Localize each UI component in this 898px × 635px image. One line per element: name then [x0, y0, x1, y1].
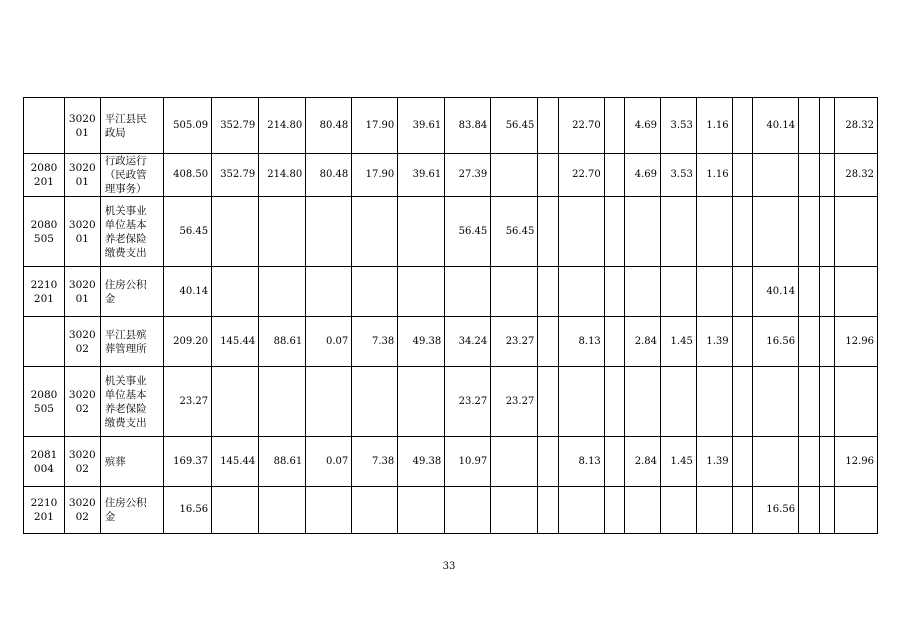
amount-cell: 7.38 [352, 317, 398, 367]
amount-cell [732, 98, 752, 154]
amount-cell: 7.38 [352, 437, 398, 487]
amount-cell [558, 487, 604, 534]
amount-cell: 145.44 [212, 437, 259, 487]
amount-cell [661, 197, 697, 267]
amount-cell [445, 487, 491, 534]
unit-code-cell: 3020 02 [64, 317, 100, 367]
unit-code-cell: 3020 01 [64, 98, 100, 154]
table-row [24, 154, 878, 197]
unit-code-cell: 3020 02 [64, 367, 100, 437]
amount-cell [732, 317, 752, 367]
amount-cell: 17.90 [352, 154, 398, 197]
amount-cell [819, 367, 834, 437]
amount-cell [558, 197, 604, 267]
amount-cell [661, 487, 697, 534]
amount-cell [491, 437, 538, 487]
amount-cell [604, 317, 624, 367]
amount-cell [538, 367, 558, 437]
amount-cell [212, 367, 259, 437]
amount-cell [834, 487, 877, 534]
amount-cell [696, 267, 732, 317]
amount-cell: 23.27 [491, 317, 538, 367]
table-row [24, 197, 878, 267]
amount-cell [352, 267, 398, 317]
amount-cell [834, 197, 877, 267]
amount-cell: 16.56 [164, 487, 212, 534]
amount-cell [212, 197, 259, 267]
amount-cell [491, 154, 538, 197]
amount-cell [799, 154, 819, 197]
function-code-cell: 2081 004 [24, 437, 65, 487]
amount-cell [819, 267, 834, 317]
amount-cell: 39.61 [398, 154, 445, 197]
item-name-cell: 住房公积 金 [100, 487, 163, 534]
amount-cell [306, 197, 352, 267]
function-code-cell: 2210 201 [24, 487, 65, 534]
function-code-cell: 2080 201 [24, 154, 65, 197]
amount-cell [558, 267, 604, 317]
item-name-cell: 行政运行 （民政管 理事务） [100, 154, 163, 197]
amount-cell [352, 367, 398, 437]
table-row [24, 487, 878, 534]
item-name-cell: 平江县民 政局 [100, 98, 163, 154]
amount-cell [538, 197, 558, 267]
amount-cell: 2.84 [625, 437, 661, 487]
amount-cell [398, 197, 445, 267]
amount-cell: 40.14 [164, 267, 212, 317]
amount-cell [732, 437, 752, 487]
amount-cell: 408.50 [164, 154, 212, 197]
amount-cell: 4.69 [625, 98, 661, 154]
amount-cell: 39.61 [398, 98, 445, 154]
amount-cell: 40.14 [753, 267, 799, 317]
function-code-cell [24, 98, 65, 154]
amount-cell: 3.53 [661, 98, 697, 154]
amount-cell [819, 154, 834, 197]
amount-cell: 80.48 [306, 154, 352, 197]
unit-code-cell: 3020 01 [64, 197, 100, 267]
amount-cell: 169.37 [164, 437, 212, 487]
amount-cell [625, 367, 661, 437]
item-name-cell: 机关事业 单位基本 养老保险 缴费支出 [100, 367, 163, 437]
amount-cell [753, 197, 799, 267]
amount-cell [696, 487, 732, 534]
amount-cell [604, 267, 624, 317]
function-code-cell: 2080 505 [24, 197, 65, 267]
amount-cell [625, 267, 661, 317]
amount-cell [834, 267, 877, 317]
page-number: 33 [442, 561, 456, 572]
unit-code-cell: 3020 01 [64, 267, 100, 317]
amount-cell: 352.79 [212, 98, 259, 154]
amount-cell: 1.45 [661, 317, 697, 367]
amount-cell: 209.20 [164, 317, 212, 367]
function-code-cell: 2210 201 [24, 267, 65, 317]
amount-cell: 28.32 [834, 154, 877, 197]
amount-cell [538, 317, 558, 367]
amount-cell: 17.90 [352, 98, 398, 154]
amount-cell: 88.61 [259, 317, 306, 367]
amount-cell: 56.45 [491, 98, 538, 154]
amount-cell [259, 487, 306, 534]
amount-cell [661, 367, 697, 437]
table-row [24, 98, 878, 154]
amount-cell [538, 98, 558, 154]
amount-cell [732, 197, 752, 267]
amount-cell: 0.07 [306, 317, 352, 367]
amount-cell [352, 197, 398, 267]
function-code-cell: 2080 505 [24, 367, 65, 437]
amount-cell: 16.56 [753, 487, 799, 534]
amount-cell [732, 154, 752, 197]
amount-cell [696, 367, 732, 437]
table-body [24, 98, 878, 534]
amount-cell: 22.70 [558, 154, 604, 197]
unit-code-cell: 3020 02 [64, 437, 100, 487]
item-name-cell: 机关事业 单位基本 养老保险 缴费支出 [100, 197, 163, 267]
item-name-cell: 住房公积 金 [100, 267, 163, 317]
amount-cell: 1.16 [696, 154, 732, 197]
amount-cell: 12.96 [834, 437, 877, 487]
amount-cell [732, 267, 752, 317]
amount-cell: 8.13 [558, 437, 604, 487]
amount-cell [491, 487, 538, 534]
amount-cell [799, 197, 819, 267]
amount-cell [799, 267, 819, 317]
amount-cell [491, 267, 538, 317]
unit-code-cell: 3020 01 [64, 154, 100, 197]
amount-cell [819, 317, 834, 367]
amount-cell [799, 98, 819, 154]
amount-cell: 88.61 [259, 437, 306, 487]
table-row [24, 267, 878, 317]
amount-cell: 83.84 [445, 98, 491, 154]
amount-cell [538, 487, 558, 534]
amount-cell [696, 197, 732, 267]
amount-cell: 23.27 [445, 367, 491, 437]
amount-cell: 352.79 [212, 154, 259, 197]
amount-cell [753, 367, 799, 437]
amount-cell: 145.44 [212, 317, 259, 367]
amount-cell: 1.16 [696, 98, 732, 154]
amount-cell [538, 437, 558, 487]
amount-cell [352, 487, 398, 534]
amount-cell [732, 367, 752, 437]
amount-cell [259, 267, 306, 317]
amount-cell [538, 267, 558, 317]
amount-cell: 56.45 [445, 197, 491, 267]
amount-cell [753, 437, 799, 487]
amount-cell [604, 154, 624, 197]
amount-cell [445, 267, 491, 317]
function-code-cell [24, 317, 65, 367]
amount-cell [834, 367, 877, 437]
amount-cell [604, 437, 624, 487]
amount-cell [799, 487, 819, 534]
amount-cell: 1.39 [696, 317, 732, 367]
amount-cell [661, 267, 697, 317]
amount-cell: 2.84 [625, 317, 661, 367]
amount-cell: 34.24 [445, 317, 491, 367]
amount-cell [753, 154, 799, 197]
amount-cell: 28.32 [834, 98, 877, 154]
amount-cell [259, 197, 306, 267]
amount-cell [799, 367, 819, 437]
amount-cell: 214.80 [259, 154, 306, 197]
table-row [24, 367, 878, 437]
amount-cell [625, 487, 661, 534]
amount-cell: 1.39 [696, 437, 732, 487]
unit-code-cell: 3020 02 [64, 487, 100, 534]
table-row [24, 437, 878, 487]
amount-cell [732, 487, 752, 534]
amount-cell: 8.13 [558, 317, 604, 367]
amount-cell [306, 367, 352, 437]
amount-cell: 56.45 [491, 197, 538, 267]
table-row [24, 317, 878, 367]
amount-cell [819, 98, 834, 154]
amount-cell [819, 437, 834, 487]
amount-cell [799, 317, 819, 367]
amount-cell [398, 267, 445, 317]
amount-cell [604, 98, 624, 154]
amount-cell [306, 267, 352, 317]
amount-cell [259, 367, 306, 437]
amount-cell: 23.27 [164, 367, 212, 437]
amount-cell [604, 197, 624, 267]
amount-cell [819, 197, 834, 267]
amount-cell: 80.48 [306, 98, 352, 154]
amount-cell [212, 487, 259, 534]
amount-cell [538, 154, 558, 197]
amount-cell: 214.80 [259, 98, 306, 154]
budget-table [23, 97, 878, 534]
amount-cell: 10.97 [445, 437, 491, 487]
amount-cell: 3.53 [661, 154, 697, 197]
amount-cell: 40.14 [753, 98, 799, 154]
amount-cell [398, 487, 445, 534]
amount-cell: 27.39 [445, 154, 491, 197]
amount-cell: 56.45 [164, 197, 212, 267]
amount-cell: 4.69 [625, 154, 661, 197]
amount-cell [398, 367, 445, 437]
amount-cell: 16.56 [753, 317, 799, 367]
amount-cell [604, 487, 624, 534]
amount-cell [625, 197, 661, 267]
amount-cell: 49.38 [398, 437, 445, 487]
amount-cell [212, 267, 259, 317]
amount-cell [306, 487, 352, 534]
item-name-cell: 平江县殡 葬管理所 [100, 317, 163, 367]
amount-cell: 23.27 [491, 367, 538, 437]
amount-cell: 505.09 [164, 98, 212, 154]
amount-cell: 22.70 [558, 98, 604, 154]
amount-cell [799, 437, 819, 487]
amount-cell [604, 367, 624, 437]
amount-cell: 1.45 [661, 437, 697, 487]
amount-cell: 12.96 [834, 317, 877, 367]
amount-cell [819, 487, 834, 534]
item-name-cell: 殡葬 [100, 437, 163, 487]
amount-cell: 49.38 [398, 317, 445, 367]
amount-cell: 0.07 [306, 437, 352, 487]
amount-cell [558, 367, 604, 437]
